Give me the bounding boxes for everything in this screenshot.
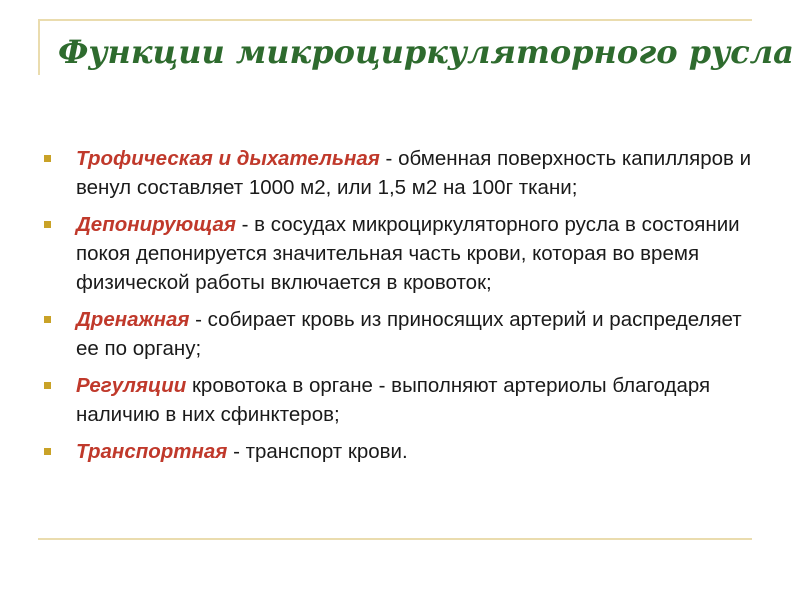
term-depositing: Депонирующая [76,213,236,236]
bullet-icon [44,382,51,389]
description-regulation: кровотока в органе - выполняют артериолы благодаря наличию в них сфинктеров; [76,374,711,426]
term-drainage: Дренажная [76,308,190,331]
list-item-transport [44,437,764,466]
list-item-trophic [44,144,764,202]
function-list [44,144,764,474]
bottom-divider [38,538,752,540]
description-drainage: - собирает кровь из приносящих артерий и распределяет ее по органу; [76,308,742,360]
description-depositing: - в сосудах микроциркуляторного русла в состоянии покоя депонируется значительная часть крови, которая во время физической работы включается в кровоток; [76,213,740,294]
bullet-icon [44,221,51,228]
list-item-regulation [44,371,764,429]
top-divider [38,19,752,21]
description-transport: - транспорт крови. [227,440,408,463]
term-trophic: Трофическая и дыхательная [76,147,380,170]
description-trophic: - обменная поверхность капилляров и венул составляет 1000 м2, или 1,5 м2 на 100г ткани; [76,147,752,199]
slide-title: Функции микроциркуляторного русла [58,33,794,71]
term-transport: Транспортная [76,440,228,463]
title-accent-bar [38,19,40,75]
bullet-icon [44,155,51,162]
bullet-icon [44,448,51,455]
list-item-depositing [44,210,764,297]
bullet-icon [44,316,51,323]
list-item-drainage [44,305,764,363]
term-regulation: Регуляции [76,374,187,397]
